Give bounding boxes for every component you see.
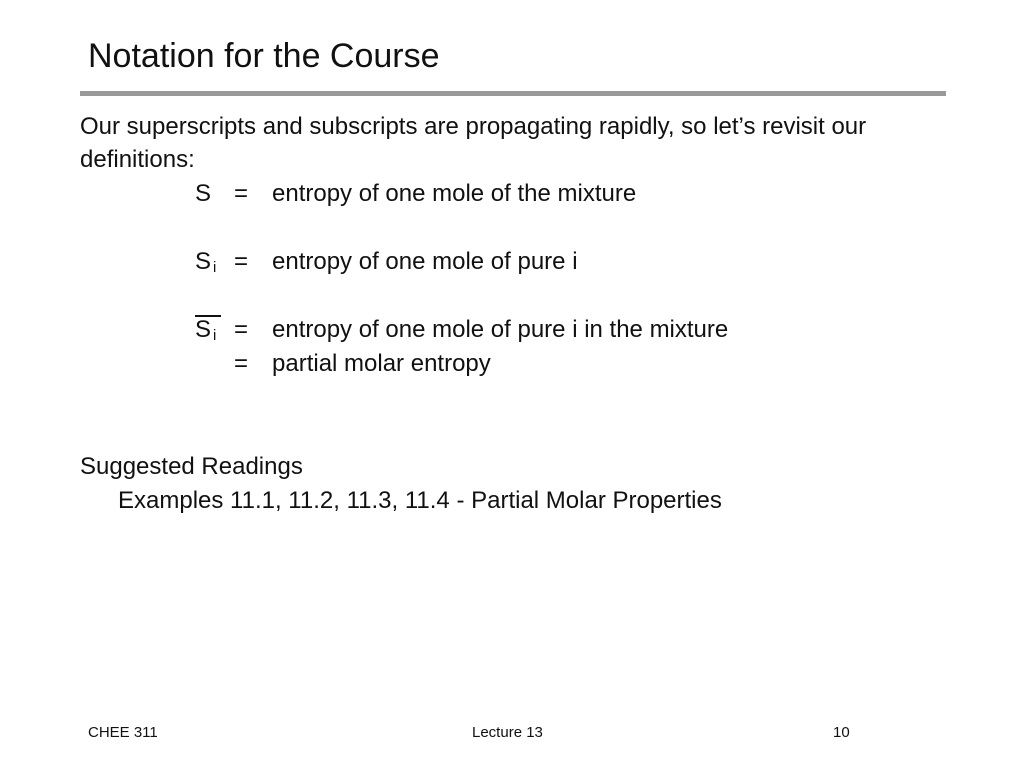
definition-row-partial-molar-entropy — [0, 313, 1024, 347]
symbol-subscript: i — [213, 259, 217, 276]
equals-sign: = — [234, 350, 249, 377]
definition-text: entropy of one mole of pure i in the mixture — [272, 316, 729, 343]
definition-text: entropy of one mole of the mixture — [272, 180, 637, 207]
footer-lecture: Lecture 13 — [472, 724, 543, 741]
equals-sign: = — [234, 248, 249, 275]
symbol-letter: S — [195, 248, 212, 275]
definition-text: partial molar entropy — [272, 350, 491, 377]
equals-sign: = — [234, 180, 249, 207]
symbol-subscript: i — [213, 327, 217, 344]
definition-symbol — [195, 245, 216, 285]
footer-course: CHEE 311 — [88, 724, 158, 741]
title-divider — [80, 91, 946, 96]
footer-page-number: 10 — [833, 724, 850, 741]
definition-row-mixture-entropy — [0, 177, 1024, 211]
definition-text: entropy of one mole of pure i — [272, 248, 578, 275]
definition-row-continuation — [0, 347, 1024, 381]
symbol-letter: S — [195, 316, 212, 343]
definition-symbol — [195, 177, 211, 211]
readings-item: Examples 11.1, 11.2, 11.3, 11.4 - Partial Molar Properties — [118, 487, 722, 514]
intro-text: Our superscripts and subscripts are propagating rapidly, so let’s revisit our definitions: — [80, 113, 867, 173]
symbol-letter: S — [195, 180, 212, 207]
readings-heading: Suggested Readings — [80, 453, 303, 480]
definition-row-pure-entropy — [0, 245, 1024, 279]
equals-sign: = — [234, 316, 249, 343]
slide-title: Notation for the Course — [88, 37, 440, 75]
